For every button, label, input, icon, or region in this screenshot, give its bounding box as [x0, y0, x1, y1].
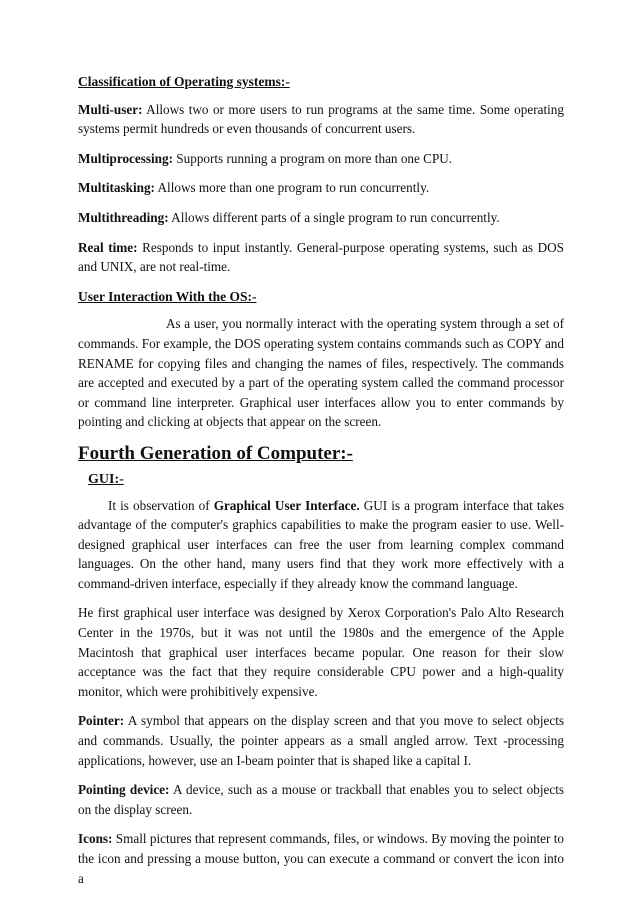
term-description: A symbol that appears on the display screen and that you move to select objects and commands. Usually, the pointer appears as a small angled arrow. Text -processing applications, however, use an I-beam pointer that is shaped like a capital I. [78, 713, 564, 768]
term-description: Allows two or more users to run programs at the same time. Some operating systems permit hundreds or even thousands of concurrent users. [78, 101, 564, 137]
classification-item [78, 208, 564, 228]
gui-term-item [78, 829, 564, 888]
user-interaction-paragraph: As a user, you normally interact with the operating system through a set of commands. For example, the DOS operating system contains commands such as COPY and RENAME for copying files and changing the names of files, respectively. The commands are accepted and executed by a part of the operating system called the command processor or command line interpreter. Graphical user interfaces allow you to enter commands by pointing and clicking at objects that appear on the screen. [78, 316, 564, 430]
classification-heading: Classification of Operating systems:- [78, 74, 290, 89]
gui-term-item [78, 711, 564, 770]
classification-item [78, 149, 564, 169]
gui-intro-term: Graphical User Interface. [213, 497, 360, 513]
document-page [78, 72, 564, 898]
gui-term-item [78, 780, 564, 819]
term-label: Multi-user: [78, 101, 143, 117]
gui-intro-before: It is observation of [108, 497, 214, 513]
term-label: Real time: [78, 239, 138, 255]
term-description: Responds to input instantly. General-purpose operating systems, such as DOS and UNIX, are not real-time. [78, 239, 565, 275]
fourth-generation-heading: Fourth Generation of Computer:- [78, 442, 353, 464]
gui-history-paragraph: He first graphical user interface was designed by Xerox Corporation's Palo Alto Research Center in the 1970s, but it was not until the 1980s and the emergence of the Apple Macintosh that graphical user interfaces became popular. One reason for their slow acceptance was the fact that they require considerable CPU power and a high-quality monitor, which were prohibitively expensive. [78, 605, 564, 699]
term-label: Pointer: [78, 713, 125, 729]
user-interaction-heading: User Interaction With the OS:- [78, 288, 257, 304]
gui-heading: GUI:- [88, 471, 124, 487]
term-description: A device, such as a mouse or trackball that enables you to select objects on the display screen. [78, 782, 564, 817]
classification-item [78, 178, 564, 198]
term-label: Icons: [78, 831, 113, 847]
term-label: Multiprocessing: [78, 150, 173, 166]
term-label: Pointing device: [78, 782, 170, 798]
classification-item [78, 238, 564, 277]
term-description: Allows more than one program to run concurrently. [154, 180, 430, 196]
gui-intro-after: GUI is a program interface that takes advantage of the computer's graphics capabilities to make the program easier to use. Well-designed graphical user interfaces can free the user from learning complex command languages. On the other hand, many users find that they work more effectively with a command-driven interface, especially if they already know the command language. [78, 497, 564, 591]
term-description: Small pictures that represent commands, files, or windows. By moving the pointer to the icon and pressing a mouse button, you can execute a command or convert the icon into a [78, 831, 564, 886]
term-label: Multitasking: [78, 180, 155, 196]
gui-intro-paragraph [78, 496, 564, 594]
term-label: Multithreading: [78, 209, 169, 225]
term-description: Allows different parts of a single program to run concurrently. [168, 209, 500, 225]
term-description: Supports running a program on more than one CPU. [173, 150, 453, 166]
classification-item [78, 100, 564, 139]
